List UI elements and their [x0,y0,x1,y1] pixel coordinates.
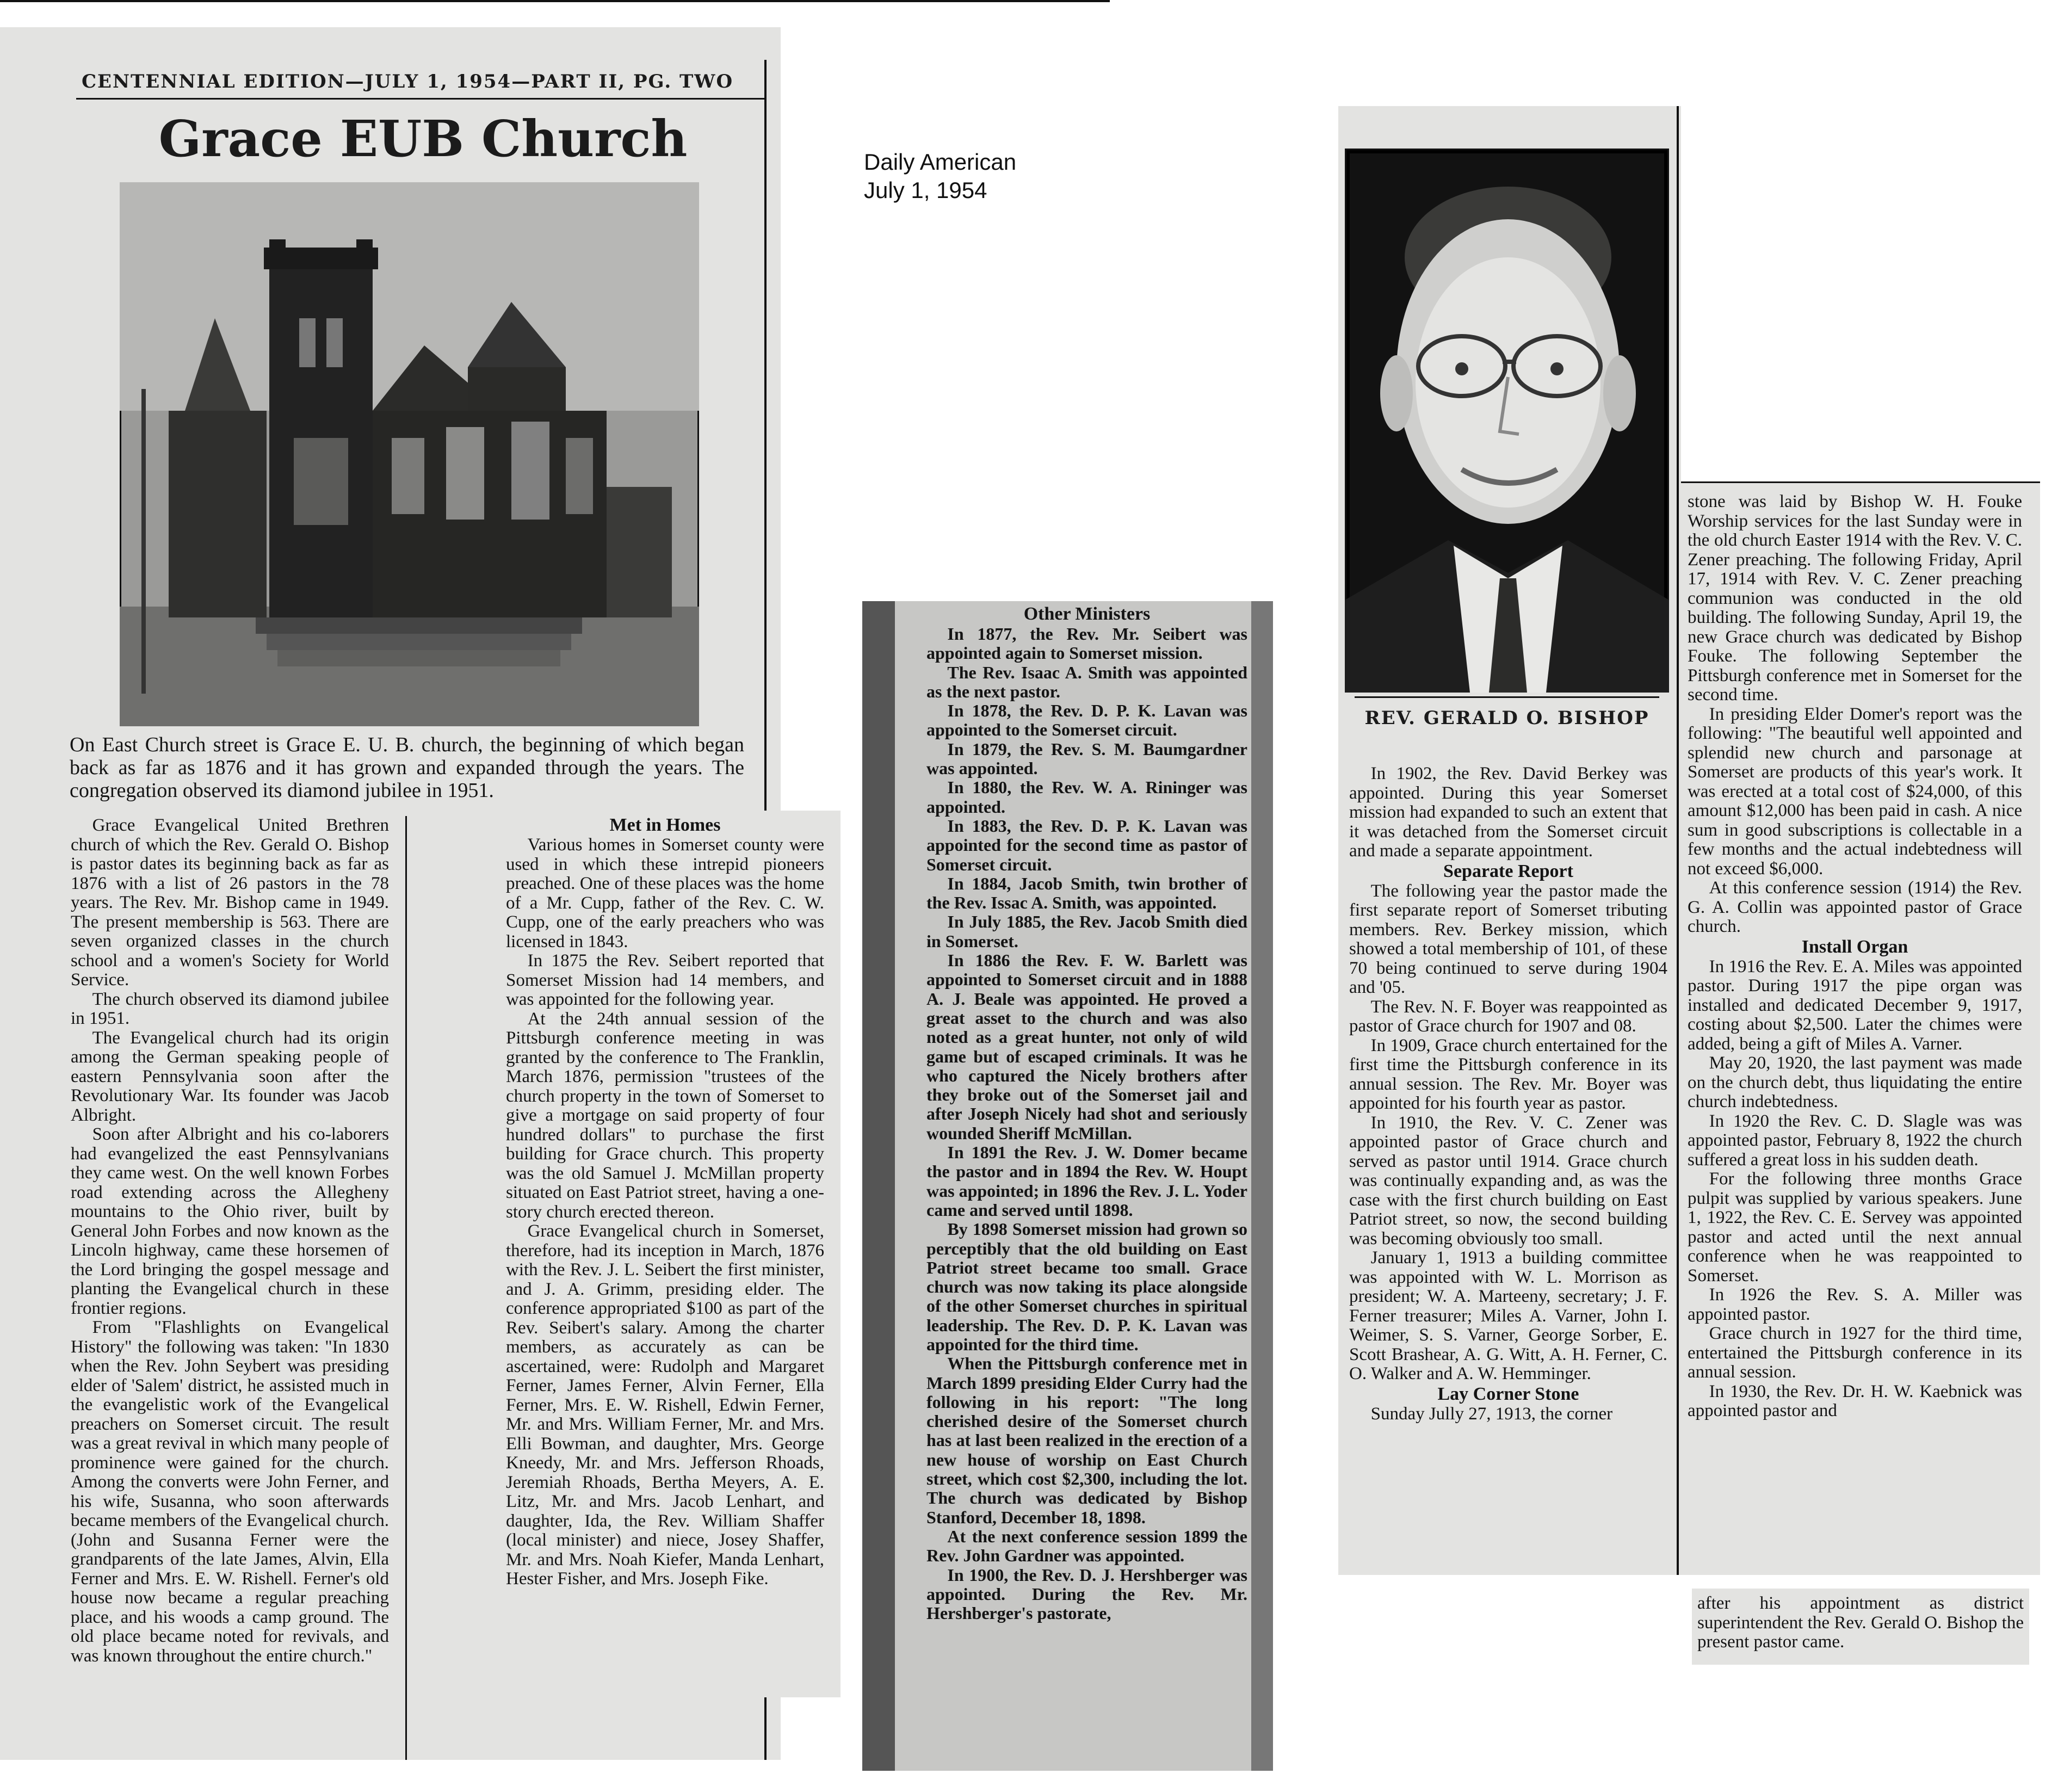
paragraph: For the following three months Grace pulpit was supplied by various speakers. June 1, 1922, the Rev. C. E. Servey was appointed pastor and acted until the next annual conference when he was reappointed to Somerset. [1688,1169,2022,1286]
paragraph: At this conference session (1914) the Rev. G. A. Collin was appointed pastor of Grace church. [1688,878,2022,936]
paragraph: Grace Evangelical United Brethren church of which the Rev. Gerald O. Bishop is pastor dates its beginning back as far as 1876 with a list of 26 pastors in the 78 years. The Rev. Mr. Bishop came in 1949. The present membership is 563. There are seven organized classes in the church school and a women's Society for World Service. [71,815,389,990]
portrait-photo [1345,149,1669,693]
paragraph: In 1916 the Rev. E. A. Miles was appointed pastor. During 1917 the pipe organ was installed and dedicated December 9, 1917, costing about $2,500. Later the chimes were added, being a gift of Miles A. Varner. [1688,956,2022,1054]
paragraph: From "Flashlights on Evangelical History" the following was taken: "In 1830 when the Rev. John Seybert was presiding elder of 'Salem' district, he assisted much in the evangelistic work of the Evangelical preachers on Somerset circuit. The result was a great revival in which many people of prominence were gained for the church. Among the converts were John Ferner, and his wife, Susanna, who soon afterwards became members of the Evangelical church. (John and Susanna Ferner were the grandparents of the late James, Alvin, Ella Ferner and Mrs. E. W. Rishell. Ferner's old house now became a regular preaching place, and his woods a camp ground. The old place became noted for revivals, and was known throughout the entire church." [71,1318,389,1666]
edition-line: CENTENNIAL EDITION—JULY 1, 1954—PART II, PG. TWO [82,71,734,92]
church-photo [120,182,699,726]
paragraph: In 1877, the Rev. Mr. Seibert was appointed again to Somerset mission. [926,624,1247,663]
paragraph: Grace church in 1927 for the third time, entertained the Pittsburgh conference in its annual session. [1688,1324,2022,1382]
column-1 [71,816,389,1666]
scan-edge [1251,601,1273,1771]
paragraph: In 1875 the Rev. Seibert reported that Somerset Mission had 14 members, and was appointed for the following year. [506,951,824,1009]
caption-rule [1355,696,1659,698]
scan-edge [862,601,895,1771]
paragraph: When the Pittsburgh conference met in March 1899 presiding Elder Curry had the following in his report: "The long cherished desire of the Somerset church has at last been realized in the erection of a new house of worship on East Church street, which cost $2,300, including the lot. The church was dedicated by Bishop Stanford, December 18, 1898. [926,1354,1247,1527]
source-note-date: July 1, 1954 [864,177,987,203]
section-heading: Lay Corner Stone [1437,1383,1579,1404]
paragraph: In 1880, the Rev. W. A. Rininger was appointed. [926,777,1247,817]
paragraph: In 1902, the Rev. David Berkey was appointed. During this year Somerset mission had expanded to such an extent that it was detached from the Somerset circuit and made a separate appointment. [1349,764,1667,861]
source-note [864,148,1016,205]
top-rule [1681,481,2040,483]
paragraph: In 1883, the Rev. D. P. K. Lavan was appointed for the second time as pastor of Somerset circuit. [926,815,1247,874]
source-note-publication: Daily American [864,149,1017,175]
section-heading: Separate Report [1443,861,1573,881]
paragraph: In 1930, the Rev. Dr. H. W. Kaebnick was appointed pastor and [1688,1381,2022,1420]
clip-other-ministers [862,601,1273,1771]
paragraph: Various homes in Somerset county were used in which these intrepid pioneers preached. One of these places was the home of a Mr. Cupp, father of the Rev. C. W. Cupp, one of the early preachers who was licensed in 1843. [506,835,824,951]
clip-closing [1692,1589,2029,1665]
paragraph: Soon after Albright and his co-laborers had evangelized the east Pennsylvanians they came west. On the well known Forbes road extending across the Allegheny mountains to the Ohio river, built by General John Forbes and now known as the Lincoln highway, came these horsemen of the Lord bringing the gospel message and planting the Evangelical church in these frontier regions. [71,1124,389,1318]
top-rule [0,0,1110,2]
paragraph: In 1920 the Rev. C. D. Slagle was was appointed pastor, February 8, 1922 the church suffered a great loss in his sudden death. [1688,1111,2022,1170]
paragraph: The Rev. Isaac A. Smith was appointed as the next pastor. [926,662,1247,701]
paragraph: At the next conference session 1899 the Rev. John Gardner was appointed. [926,1526,1247,1566]
paragraph: In 1909, Grace church entertained for the first time the Pittsburgh conference in its annual session. The Rev. Mr. Boyer was appointed for his fourth year as pastor. [1349,1035,1667,1113]
paragraph: In 1910, the Rev. V. C. Zener was appointed pastor of Grace church and served as pastor until 1914. Grace church was continually expanding and, as was the case with the first church building on East Patriot street, so now, the second building was becoming obviously too small. [1349,1113,1667,1249]
edition-rule [76,98,764,100]
paragraph: In 1900, the Rev. D. J. Hershberger was appointed. During the Rev. Mr. Hershberger's pastorate, [926,1565,1247,1623]
photo-caption: On East Church street is Grace E. U. B. church, the beginning of which began back as far as 1876 and it has grown and expanded through the years. The congregation observed its diamond jubilee in 1951. [70,733,744,802]
paragraph: By 1898 Somerset mission had grown so perceptibly that the old building on East Patriot street became too small. Grace church was now taking its place alongside of the other Somerset churches in spiritual leadership. The Rev. D. P. K. Lavan was appointed for the third time. [926,1219,1247,1354]
column-rule [405,816,407,1760]
section-heading: Other Ministers [1023,604,1151,624]
section-heading: Install Organ [1801,936,1908,957]
column-5 [1688,492,2022,1421]
headline: Grace EUB Church [158,109,688,168]
portrait-caption: REV. GERALD O. BISHOP [1364,707,1649,729]
clip-met-in-homes [430,811,841,1697]
section-heading: Met in Homes [609,815,721,835]
paragraph: The following year the pastor made the first separate report of Somerset tributing members. Rev. Berkey mission, which showed a total membership of 101, of these 70 being continued to serve during 1904 and '05. [1349,881,1667,997]
paragraph: At the 24th annual session of the Pittsburgh conference meeting in was granted by the conference to The Franklin, March 1876, permission "trustees of the church property in the town of Somerset to give a mortgage on said property of four hundred dollars" to purchase the first building for Grace church. This property was the old Samuel J. McMillan property situated on East Patriot street, having a one-story church erected thereon. [506,1009,824,1222]
paragraph: In 1926 the Rev. S. A. Miller was appointed pastor. [1688,1285,2022,1324]
column-3 [926,604,1247,1623]
paragraph: The Evangelical church had its origin among the German speaking people of eastern Pennsylvania soon after the Revolutionary War. Its founder was Jacob Albright. [71,1028,389,1125]
paragraph: Grace Evangelical church in Somerset, therefore, had its inception in March, 1876 with the Rev. J. L. Seibert the first minister, and J. A. Grimm, presiding elder. The conference appropriated $100 as part of the Rev. Seibert's salary. Among the charter members, as accurately as can be ascertained, were: Rudolph and Margaret Ferner, James Ferner, Alvin Ferner, Ella Ferner, Mrs. E. W. Rishell, Edwin Ferner, Mr. and Mrs. William Ferner, Mr. and Mrs. Elli Bowman, and daughter, Mrs. George Kneedy, Mr. and Mrs. Jefferson Rhoads, Jeremiah Rhoads, Bertha Meyers, A. E. Litz, Mr. and Mrs. Jacob Lenhart, and daughter, Ida, the Rev. William Shaffer (local minister) and niece, Josey Shaffer, Mr. and Mrs. Noah Kiefer, Manda Lenhart, Hester Fisher, and Mrs. Joseph Fike. [506,1221,824,1589]
paragraph: January 1, 1913 a building committee was appointed with W. L. Morrison as president; W. A. Marteeny, secretary; J. F. Ferner treasurer; Miles A. Varner, John I. Weimer, S. S. Varner, George Sorber, E. Scott Brashear, A. G. Witt, A. H. Ferner, C. O. Walker and A. W. Hemminger. [1349,1248,1667,1383]
paragraph: In presiding Elder Domer's report was the following: "The beautiful well appointed and splendid new church and parsonage at Somerset are products of this year's work. It was erected at a total cost of $24,000, of this amount $12,000 has been paid in cash. A nice sum in good subscriptions is collectable in a few months and the actual indebtedness will not exceed $6,000. [1688,704,2022,879]
closing-text: after his appointment as district superintendent the Rev. Gerald O. Bishop the present pastor came. [1697,1593,2024,1652]
paragraph: In July 1885, the Rev. Jacob Smith died in Somerset. [926,912,1247,951]
clip-continued [1681,481,2040,1575]
paragraph: May 20, 1920, the last payment was made on the church debt, thus liquidating the entire church indebtedness. [1688,1053,2022,1111]
paragraph: In 1879, the Rev. S. M. Baumgardner was appointed. [926,739,1247,778]
column-rule [1677,106,1679,1575]
paragraph: In 1891 the Rev. J. W. Domer became the pastor and in 1894 the Rev. W. Houpt was appointed; in 1896 the Rev. J. L. Yoder came and served until 1898. [926,1142,1247,1220]
column-4 [1349,764,1667,1424]
paragraph: In 1878, the Rev. D. P. K. Lavan was appointed to the Somerset circuit. [926,701,1247,740]
clip-rev-bishop [1338,106,1681,1575]
paragraph: Sunday Jully 27, 1913, the corner [1370,1404,1613,1424]
paragraph: In 1886 the Rev. F. W. Barlett was appointed to Somerset circuit and in 1888 A. J. Beale was appointed. He proved a great asset to the church and was also noted as a great hunter, not only of wild game but of escaped criminals. It was he who captured the Nicely brothers after they broke out of the Somerset jail and after Joseph Nicely had shot and seriously wounded Sheriff McMillan. [926,950,1247,1143]
paragraph: The Rev. N. F. Boyer was reappointed as pastor of Grace church for 1907 and 08. [1349,997,1667,1036]
column-2 [506,815,824,1589]
paragraph: In 1884, Jacob Smith, twin brother of the Rev. Issac A. Smith, was appointed. [926,873,1247,913]
paragraph: stone was laid by Bishop W. H. Fouke Worship services for the last Sunday were in the old church Easter 1914 with the Rev. V. C. Zener preaching. The following Friday, April 17, 1914 with Rev. V. C. Zener preaching communion was conducted in the old building. The following Sunday, April 19, the new Grace church was dedicated by Bishop Fouke. The following September the Pittsburgh conference met in Somerset for the second time. [1688,492,2022,705]
paragraph: The church observed its diamond jubilee in 1951. [71,989,389,1028]
